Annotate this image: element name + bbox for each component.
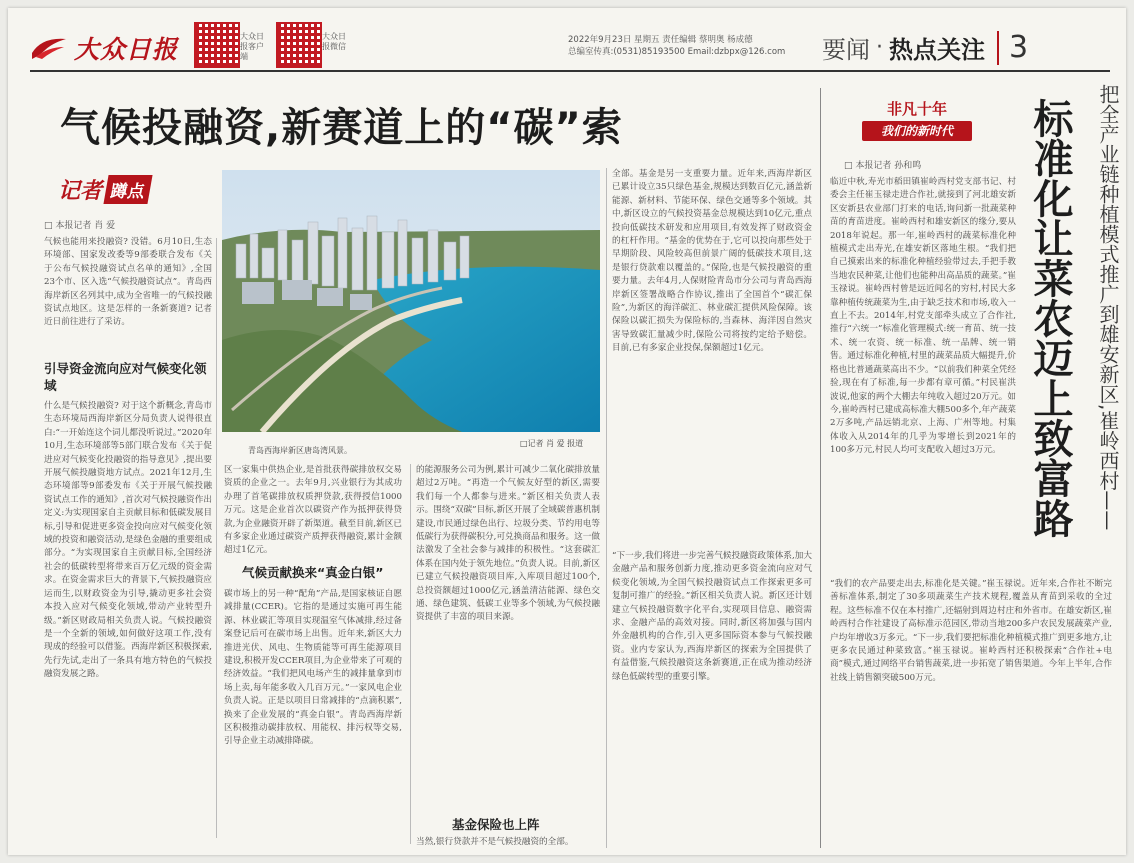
photo-credit: □记者 肖 爱 报道 bbox=[520, 439, 584, 448]
photo-caption: 青岛西海岸新区唐岛湾风景。 bbox=[248, 446, 352, 455]
section-divider bbox=[997, 31, 999, 65]
qr-code-icon bbox=[194, 22, 240, 68]
feature-logo bbox=[856, 98, 978, 146]
article-subheading: 气候贡献换来“真金白银” bbox=[242, 565, 384, 580]
vertical-subheadline: 把全产业链种植模式推广到雄安新区,崔岭西村—— bbox=[1096, 84, 1120, 531]
edition-info bbox=[568, 34, 785, 58]
page-number: 3 bbox=[1009, 30, 1029, 65]
qr-code-icon bbox=[276, 22, 322, 68]
section-topic: 热点关注 bbox=[889, 36, 985, 64]
column-badge bbox=[58, 174, 150, 205]
qr-caption: 大众日报客户端 bbox=[240, 32, 264, 61]
article-column: “我们的农产品要走出去,标准化是关键。”崔玉禄说。近年来,合作社不断完善标准体系,制定了30多项蔬菜生产技术规程,覆盖从育苗到采收的全过程。这些标准不仅在本村推广,还辐射到周边村庄和外省市。在雄安新区,崔岭西村合作社建设了高标准示范园区,带动当地200多户农民发展蔬菜产业,户均年增收3万多元。“下一步,我们要把标准化种植模式推广到更多地方,让更多农民通过种菜致富。”崔玉禄说。崔岭西村还积极探索“合作社+电商”模式,通过网络平台销售蔬菜,进一步拓宽了销售渠道。今年上半年,合作社线上销售额突破500万元。 bbox=[830, 579, 1112, 683]
feature-logo-bottom: 我们的新时代 bbox=[862, 121, 972, 141]
feature-logo-top: 非凡十年 bbox=[886, 100, 947, 118]
newspaper-logo bbox=[30, 30, 178, 66]
article-column: 临近中秋,寿光市稻田镇崔岭西村党支部书记、村委会主任崔玉禄走进合作社,就接到了河北雄安新区安新县农业部门打来的电话,询问新一批蔬菜种苗的育苗进度。崔岭西村和雄安新区的缘分,要从2018年说起。那一年,崔岭西村的蔬菜标准化种植模式走出寿光,在雄安新区落地生根。“我们把自己摸索出来的标准化种植经验带过去,手把手教当地农民种菜,让他们也能种出高品质的蔬菜。”崔玉禄说。崔岭西村曾是远近闻名的穷村,村民大多靠种植传统蔬菜为生,由于缺乏技术和市场,收入一直上不去。2014年,村党支部牵头成立了合作社,推行“六统一”标准化管理模式:统一育苗、统一技术、统一农资、统一标准、统一品牌、统一销售。通过标准化种植,村里的蔬菜品质大幅提升,价格也比普通蔬菜高出不少。“以前我们种菜全凭经验,现在有了标准,每一步都有章可循。”村民崔洪波说,他家的两个大棚去年纯收入超过20万元。如今,崔岭西村已建成高标准大棚500多个,年产蔬菜2万多吨,产品远销北京、上海、广州等地。村集体收入从2014年的几乎为零增长到2021年的100多万元,村民人均可支配收入超过3万元。 bbox=[830, 177, 1016, 456]
article-column: 碳市场上的另一种“配角”产品,是国家核证自愿减排量(CCER)。它指的是通过实施可再生能源、林业碳汇等项目实现温室气体减排,经过备案登记后可在碳市场上出售。近年来,新区大力推进光伏、风电、生物质能等可再生能源项目建设,积极开发CCER项目,为企业带来了可观的经济效益。“我们把风电场产生的减排量拿到市场上卖,每年能多收入几百万元。”一家风电企业负责人说。正是以项目日常减排的“点滴积累”,换来了企业发展的“真金白银”。青岛西海岸新区积极推动碳排放权、用能权、排污权等交易,引导企业主动减排降碳。 bbox=[224, 589, 402, 747]
edition-line: 总编室传真:(0531)85193500 Email:dzbpx@126.com bbox=[568, 47, 786, 57]
article-subheading: 引导资金流向应对气候变化领域 bbox=[44, 361, 207, 393]
article-column: 当然,银行贷款并不是气候投融资的全部。 bbox=[416, 837, 574, 847]
news-photo bbox=[222, 170, 600, 432]
vertical-headline: 标准化让菜农迈上致富路 bbox=[1027, 98, 1073, 538]
article-column: 气候也能用来投融资? 没错。6月10日,生态环境部、国家发改委等9部委联合发布《关于公布气候投融资试点名单的通知》,全国23个市、区入选“气候投融资试点”。青岛西海岸新区名列其中,成为全省唯一的气候投融资试点地区。这是怎样的一条新赛道? 记者近日前往进行了采访。 bbox=[44, 237, 212, 328]
article-column: “下一步,我们将进一步完善气候投融资政策体系,加大金融产品和服务创新力度,推动更多资金流向应对气候变化领域,为全国气候投融资试点工作探索更多可复制可推广的经验。”新区相关负责人说。新区还计划建立气候投融资数字化平台,实现项目信息、融资需求、金融产品的高效对接。同时,新区将加强与国内外金融机构的合作,引入更多国际资本参与气候投融资。业内专家认为,西海岸新区的探索为全国提供了有益借鉴,气候投融资这条新赛道,正在成为推动经济绿色低碳转型的重要引擎。 bbox=[612, 551, 812, 682]
coastal-city-image bbox=[222, 170, 600, 432]
article-column: 什么是气候投融资? 对于这个新概念,青岛市生态环境局西海岸新区分局负责人说得很直白:“一开始连这个词儿都没听说过。”2020年10月,生态环境部等5部门联合发布《关于促进应对气候变化投融资的指导意见》,提出要开展气候投融资地方试点。2021年12月,生态环境部等9部委发布《关于开展气候投融资试点工作的通知》,首次对气候投融资作出定义:为实现国家自主贡献目标和低碳发展目标,引导和促进更多资金投向应对气候变化领域的投资和融资活动,是绿色金融的重要组成部分。“为实现国家自主贡献目标,全国经济社会的低碳转型将带来百万亿元级的资金需求。在资金需求巨大的背景下,气候投融资应运而生,以财政资金为引导,撬动更多社会资本投入应对气候变化领域,带动产业转型升级。”新区财政局相关负责人说。气候投融资是一个全新的领域,如何做好这项工作,没有现成的经验可以借鉴。西海岸新区积极探索,先行先试,走出了一条具有地方特色的气候投融资发展之路。 bbox=[44, 401, 212, 680]
article-column: 的能源服务公司为例,累计可减少二氧化碳排放量超过2万吨。“再造一个气候友好型的新区,需要我们每一个人都参与进来。”新区相关负责人表示。围绕“双碳”目标,新区开展了全域碳普惠机制建设,市民通过绿色出行、垃圾分类、节约用电等低碳行为获得碳积分,可兑换商品和服务。这一做法激发了全社会参与减排的积极性。“这套碳汇体系在国内处于领先地位。”负责人说。目前,新区已建立气候投融资项目库,入库项目超过100个,总投资额超过1000亿元,涵盖清洁能源、绿色交通、绿色建筑、低碳工业等多个领域,为气候投融资提供了丰富的项目来源。 bbox=[416, 465, 600, 623]
edition-line: 2022年9月23日 星期五 责任编辑 蔡明奥 杨成德 bbox=[568, 35, 753, 45]
logo-text: 大众日报 bbox=[74, 35, 179, 64]
article-divider bbox=[820, 88, 821, 848]
section-name: 要闻 bbox=[822, 36, 870, 64]
masthead bbox=[8, 8, 1126, 78]
badge-reporter: 记者 bbox=[58, 179, 103, 204]
masthead-rule bbox=[30, 70, 1110, 72]
article-subheading: 基金保险也上阵 bbox=[452, 817, 540, 832]
logo-flag-icon bbox=[30, 35, 68, 61]
column-divider bbox=[216, 238, 217, 838]
article-byline: □ 本报记者 孙和鸣 bbox=[844, 161, 922, 171]
article-column: 区一家集中供热企业,是首批获得碳排放权交易资质的企业之一。去年9月,兴业银行为其成功办理了首笔碳排放权质押贷款,获得授信1000万元。这是企业首次以碳资产作为抵押获得贷款,为企业融资开辟了新渠道。截至目前,新区已有多家企业通过碳资产质押获得融资,累计金额超过1亿元。 bbox=[224, 465, 402, 556]
column-divider bbox=[410, 464, 411, 844]
badge-onsite: 蹲点 bbox=[103, 175, 152, 204]
article-headline: 气候投融资,新赛道上的“碳”索 bbox=[60, 105, 623, 151]
section-header bbox=[822, 30, 1028, 65]
newspaper-page bbox=[8, 8, 1126, 855]
qr-caption: 大众日报微信 bbox=[322, 32, 346, 51]
section-separator: · bbox=[876, 35, 883, 60]
column-divider bbox=[606, 168, 607, 848]
article-byline: □ 本报记者 肖 爱 bbox=[44, 221, 116, 231]
article-column: 全部。基金是另一支重要力量。近年来,西海岸新区已累计设立35只绿色基金,规模达到数百亿元,涵盖新能源、新材料、节能环保、绿色交通等多个领域。其中,新区设立的气候投资基金总规模达到10亿元,重点投向低碳技术研发和应用项目,有效发挥了财政资金的杠杆作用。“基金的优势在于,它可以投向那些处于早期阶段、风险较高但前景广阔的低碳技术项目,这是银行贷款难以覆盖的。”保险,也是气候投融资的重要力量。去年4月,人保财险青岛市分公司与青岛西海岸新区签署战略合作协议,推出了全国首个“碳汇保险”,为新区的海洋碳汇、林业碳汇提供风险保障。该保险以碳汇损失为保险标的,当森林、海洋因自然灾害导致碳汇量减少时,保险公司将按约定给予赔偿。目前,已有多家企业投保,保额超过1亿元。 bbox=[612, 169, 812, 354]
